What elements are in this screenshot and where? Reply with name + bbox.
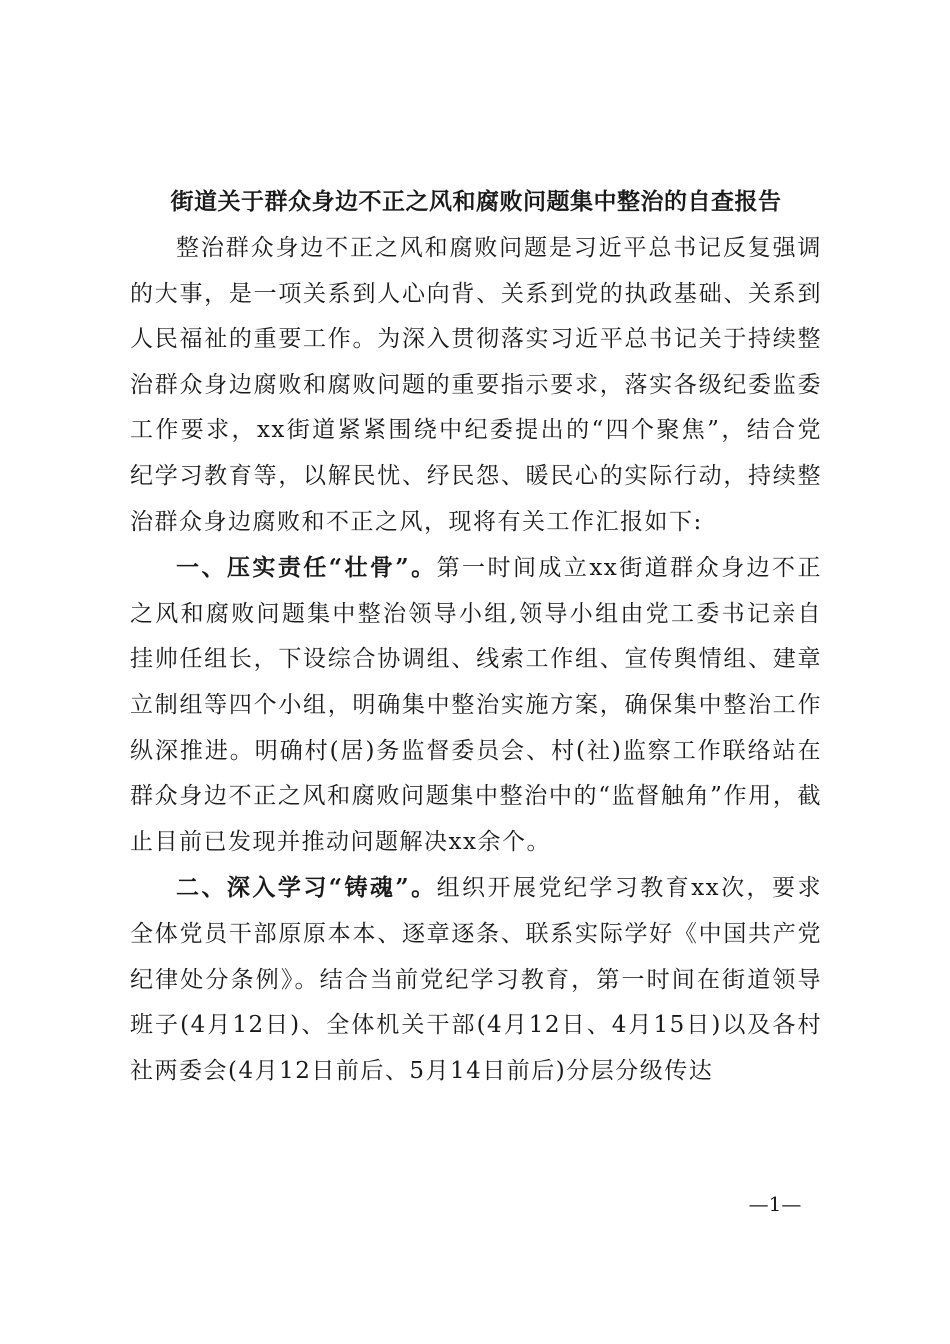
- section-two-body: 组织开展党纪学习教育xx次，要求全体党员干部原原本本、逐章逐条、联系实际学好《中国共产党纪律处分条例》。结合当前党纪学习教育，第一时间在街道领导班子(4月12日)、全体机关干部(4月12日、4月15日)以及各村社两委会(4月12日前后、5月14日前后)分层分级传达: [130, 875, 822, 1084]
- intro-paragraph: 整治群众身边不正之风和腐败问题是习近平总书记反复强调的大事，是一项关系到人心向背、关系到党的执政基础、关系到人民福祉的重要工作。为深入贯彻落实习近平总书记关于持续整治群众身边腐败和腐败问题的重要指示要求，落实各级纪委监委工作要求，xx街道紧紧围绕中纪委提出的“四个聚焦”，结合党纪学习教育等，以解民忧、纾民怨、暖民心的实际行动，持续整治群众身边腐败和不正之风，现将有关工作汇报如下:: [130, 235, 822, 535]
- section-two-paragraph: [130, 865, 822, 1094]
- section-one-heading: 一、压实责任“壮骨”。: [176, 554, 437, 582]
- document-title: 街道关于群众身边不正之风和腐败问题集中整治的自查报告: [170, 188, 782, 215]
- page-number: —1—: [748, 1192, 802, 1216]
- document-body: [130, 178, 822, 1094]
- section-one-body: 第一时间成立xx街道群众身边不正之风和腐败问题集中整治领导小组,领导小组由党工委书记亲自挂帅任组长，下设综合协调组、线索工作组、宣传舆情组、建章立制组等四个小组，明确集中整治实施方案，确保集中整治工作纵深推进。明确村(居)务监督委员会、村(社)监察工作联络站在群众身边不正之风和腐败问题集中整治中的“监督触角”作用，截止目前已发现并推动问题解决xx余个。: [130, 555, 822, 855]
- section-one-paragraph: [130, 545, 822, 865]
- section-two-heading: 二、深入学习“铸魂”。: [176, 874, 437, 902]
